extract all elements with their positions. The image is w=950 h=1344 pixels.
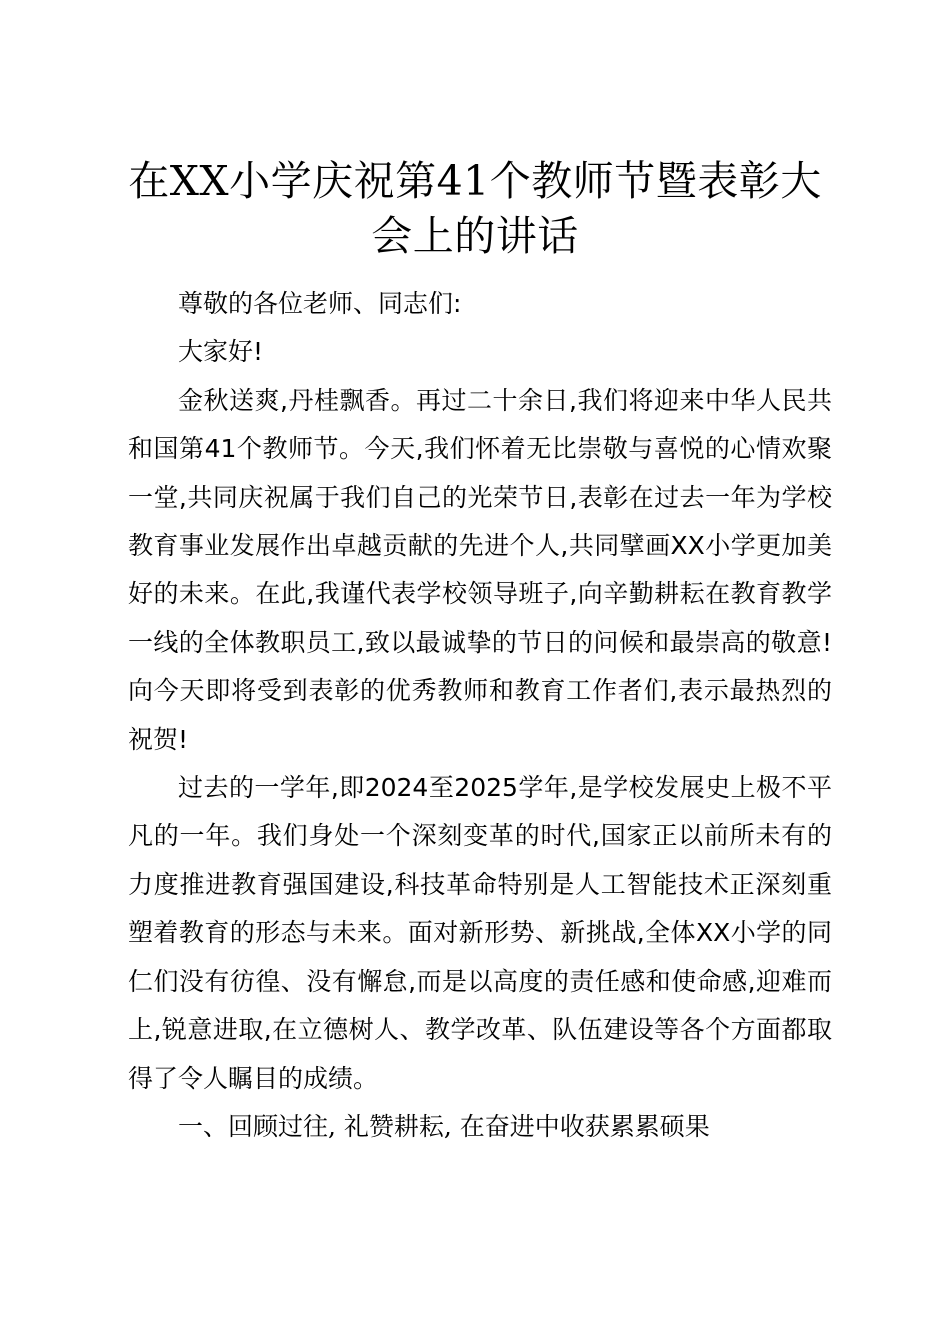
salutation: 尊敬的各位老师、同志们: bbox=[178, 289, 462, 318]
document-title: 在XX小学庆祝第41个教师节暨表彰大会上的讲话 bbox=[128, 157, 822, 260]
document-body bbox=[128, 280, 832, 1151]
paragraph: 金秋送爽,丹桂飘香。再过二十余日,我们将迎来中华人民共和国第41个教师节。今天,我们怀着无比崇敬与喜悦的心情欢聚一堂,共同庆祝属于我们自己的光荣节日,表彰在过去一年为学校教育事业发展作出卓越贡献的先进个人,共同擘画XX小学更加美好的未来。在此,我谨代表学校领导班子,向辛勤耕耘在教育教学一线的全体教职员工,致以最诚挚的节日的问候和最崇高的敬意!向今天即将受到表彰的优秀教师和教育工作者们,表示最热烈的祝贺! bbox=[128, 385, 832, 754]
section-heading: 一、回顾过往, 礼赞耕耘, 在奋进中收获累累硕果 bbox=[178, 1111, 710, 1141]
greeting: 大家好! bbox=[178, 337, 264, 367]
paragraph: 过去的一学年,即2024至2025学年,是学校发展史上极不平凡的一年。我们身处一个深刻变革的时代,国家正以前所未有的力度推进教育强国建设,科技革命特别是人工智能技术正深刻重塑着教育的形态与未来。面对新形势、新挑战,全体XX小学的同仁们没有彷徨、没有懈怠,而是以高度的责任感和使命感,迎难而上,锐意进取,在立德树人、教学改革、队伍建设等各个方面都取得了令人瞩目的成绩。 bbox=[128, 773, 832, 1093]
